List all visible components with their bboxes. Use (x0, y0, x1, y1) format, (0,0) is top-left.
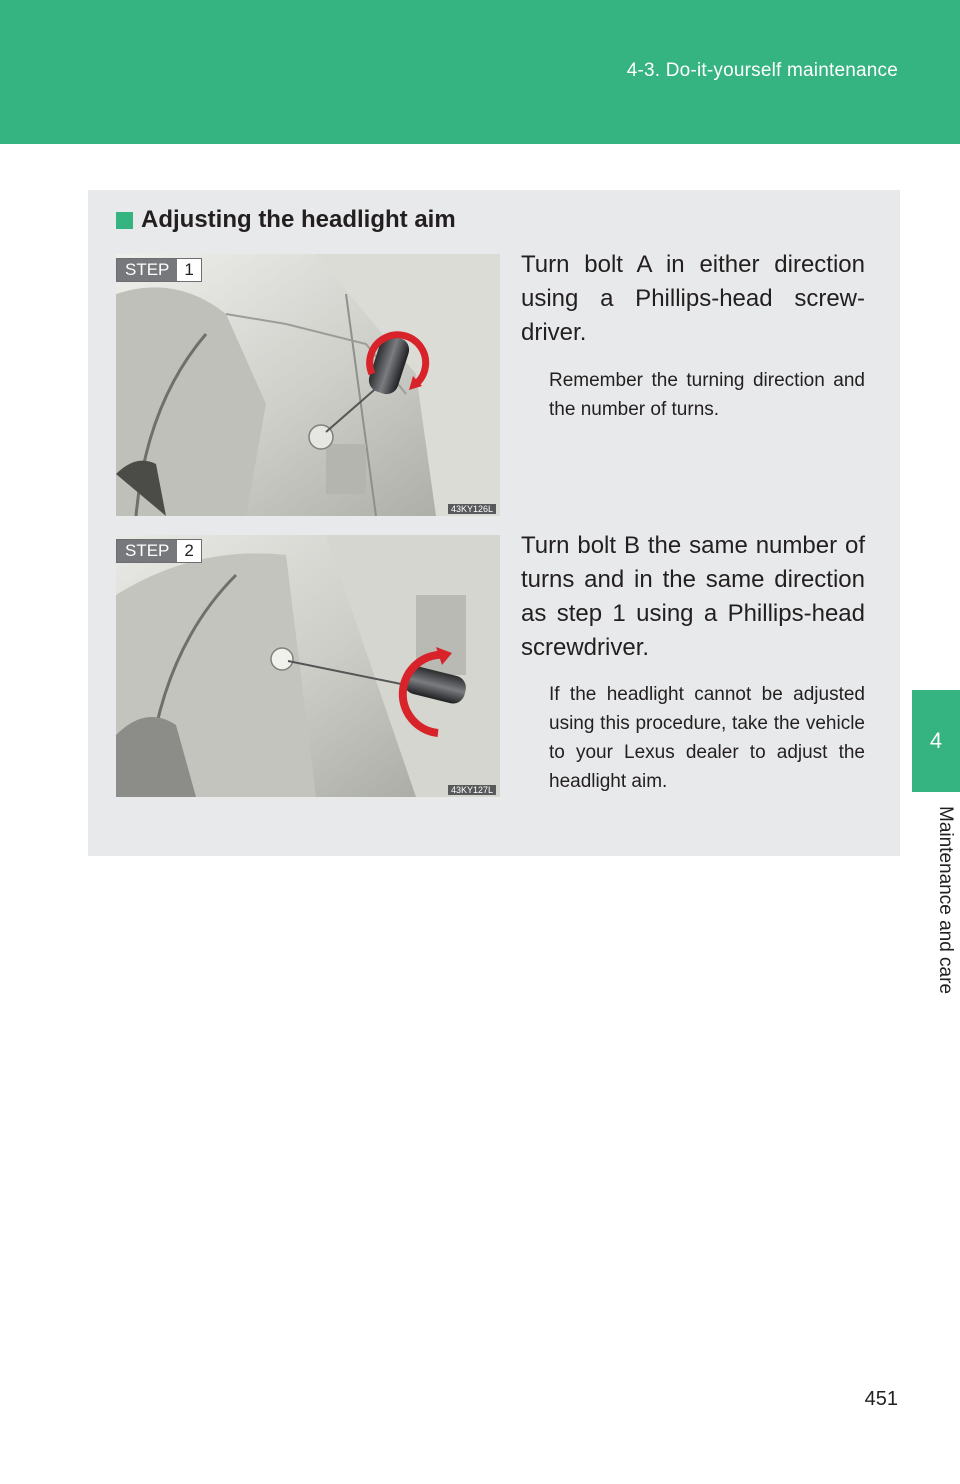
step-2-instruction: Turn bolt B the same number of turns and in the same direction as step 1 using a Phillips-head screwdriver. (521, 532, 865, 661)
chapter-label: Maintenance and care (935, 806, 956, 995)
headlight-bolt-a-drawing (116, 254, 500, 516)
square-bullet-icon (116, 212, 133, 229)
page-number: 451 (864, 1388, 898, 1410)
content-panel (88, 190, 900, 856)
step-2-illustration (116, 535, 500, 797)
step-1-badge: STEP 1 (116, 258, 202, 282)
step-2-figure-code: 43KY127L (448, 785, 496, 795)
step-1-figure-code: 43KY126L (448, 504, 496, 514)
step-1-note: Remember the turning direction and the number of turns. (549, 370, 865, 420)
section-heading-text: Adjusting the headlight aim (141, 206, 456, 233)
chapter-number: 4 (929, 728, 943, 753)
step-2-badge: STEP 2 (116, 539, 202, 563)
headlight-bolt-b-drawing (116, 535, 500, 797)
step-1-instruction: Turn bolt A in either direction using a Phillips-head screw- driver. (521, 251, 865, 346)
step-2-note: If the headlight cannot be adjusted using this procedure, take the vehicle to your Lexus dealer to adjust the headlight aim. (549, 684, 865, 792)
chapter-tab (912, 690, 960, 792)
chapter-title: 4-3. Do-it-yourself maintenance (626, 60, 898, 81)
step-1-illustration (116, 254, 500, 516)
page-header (0, 0, 960, 144)
section-heading (116, 206, 456, 234)
